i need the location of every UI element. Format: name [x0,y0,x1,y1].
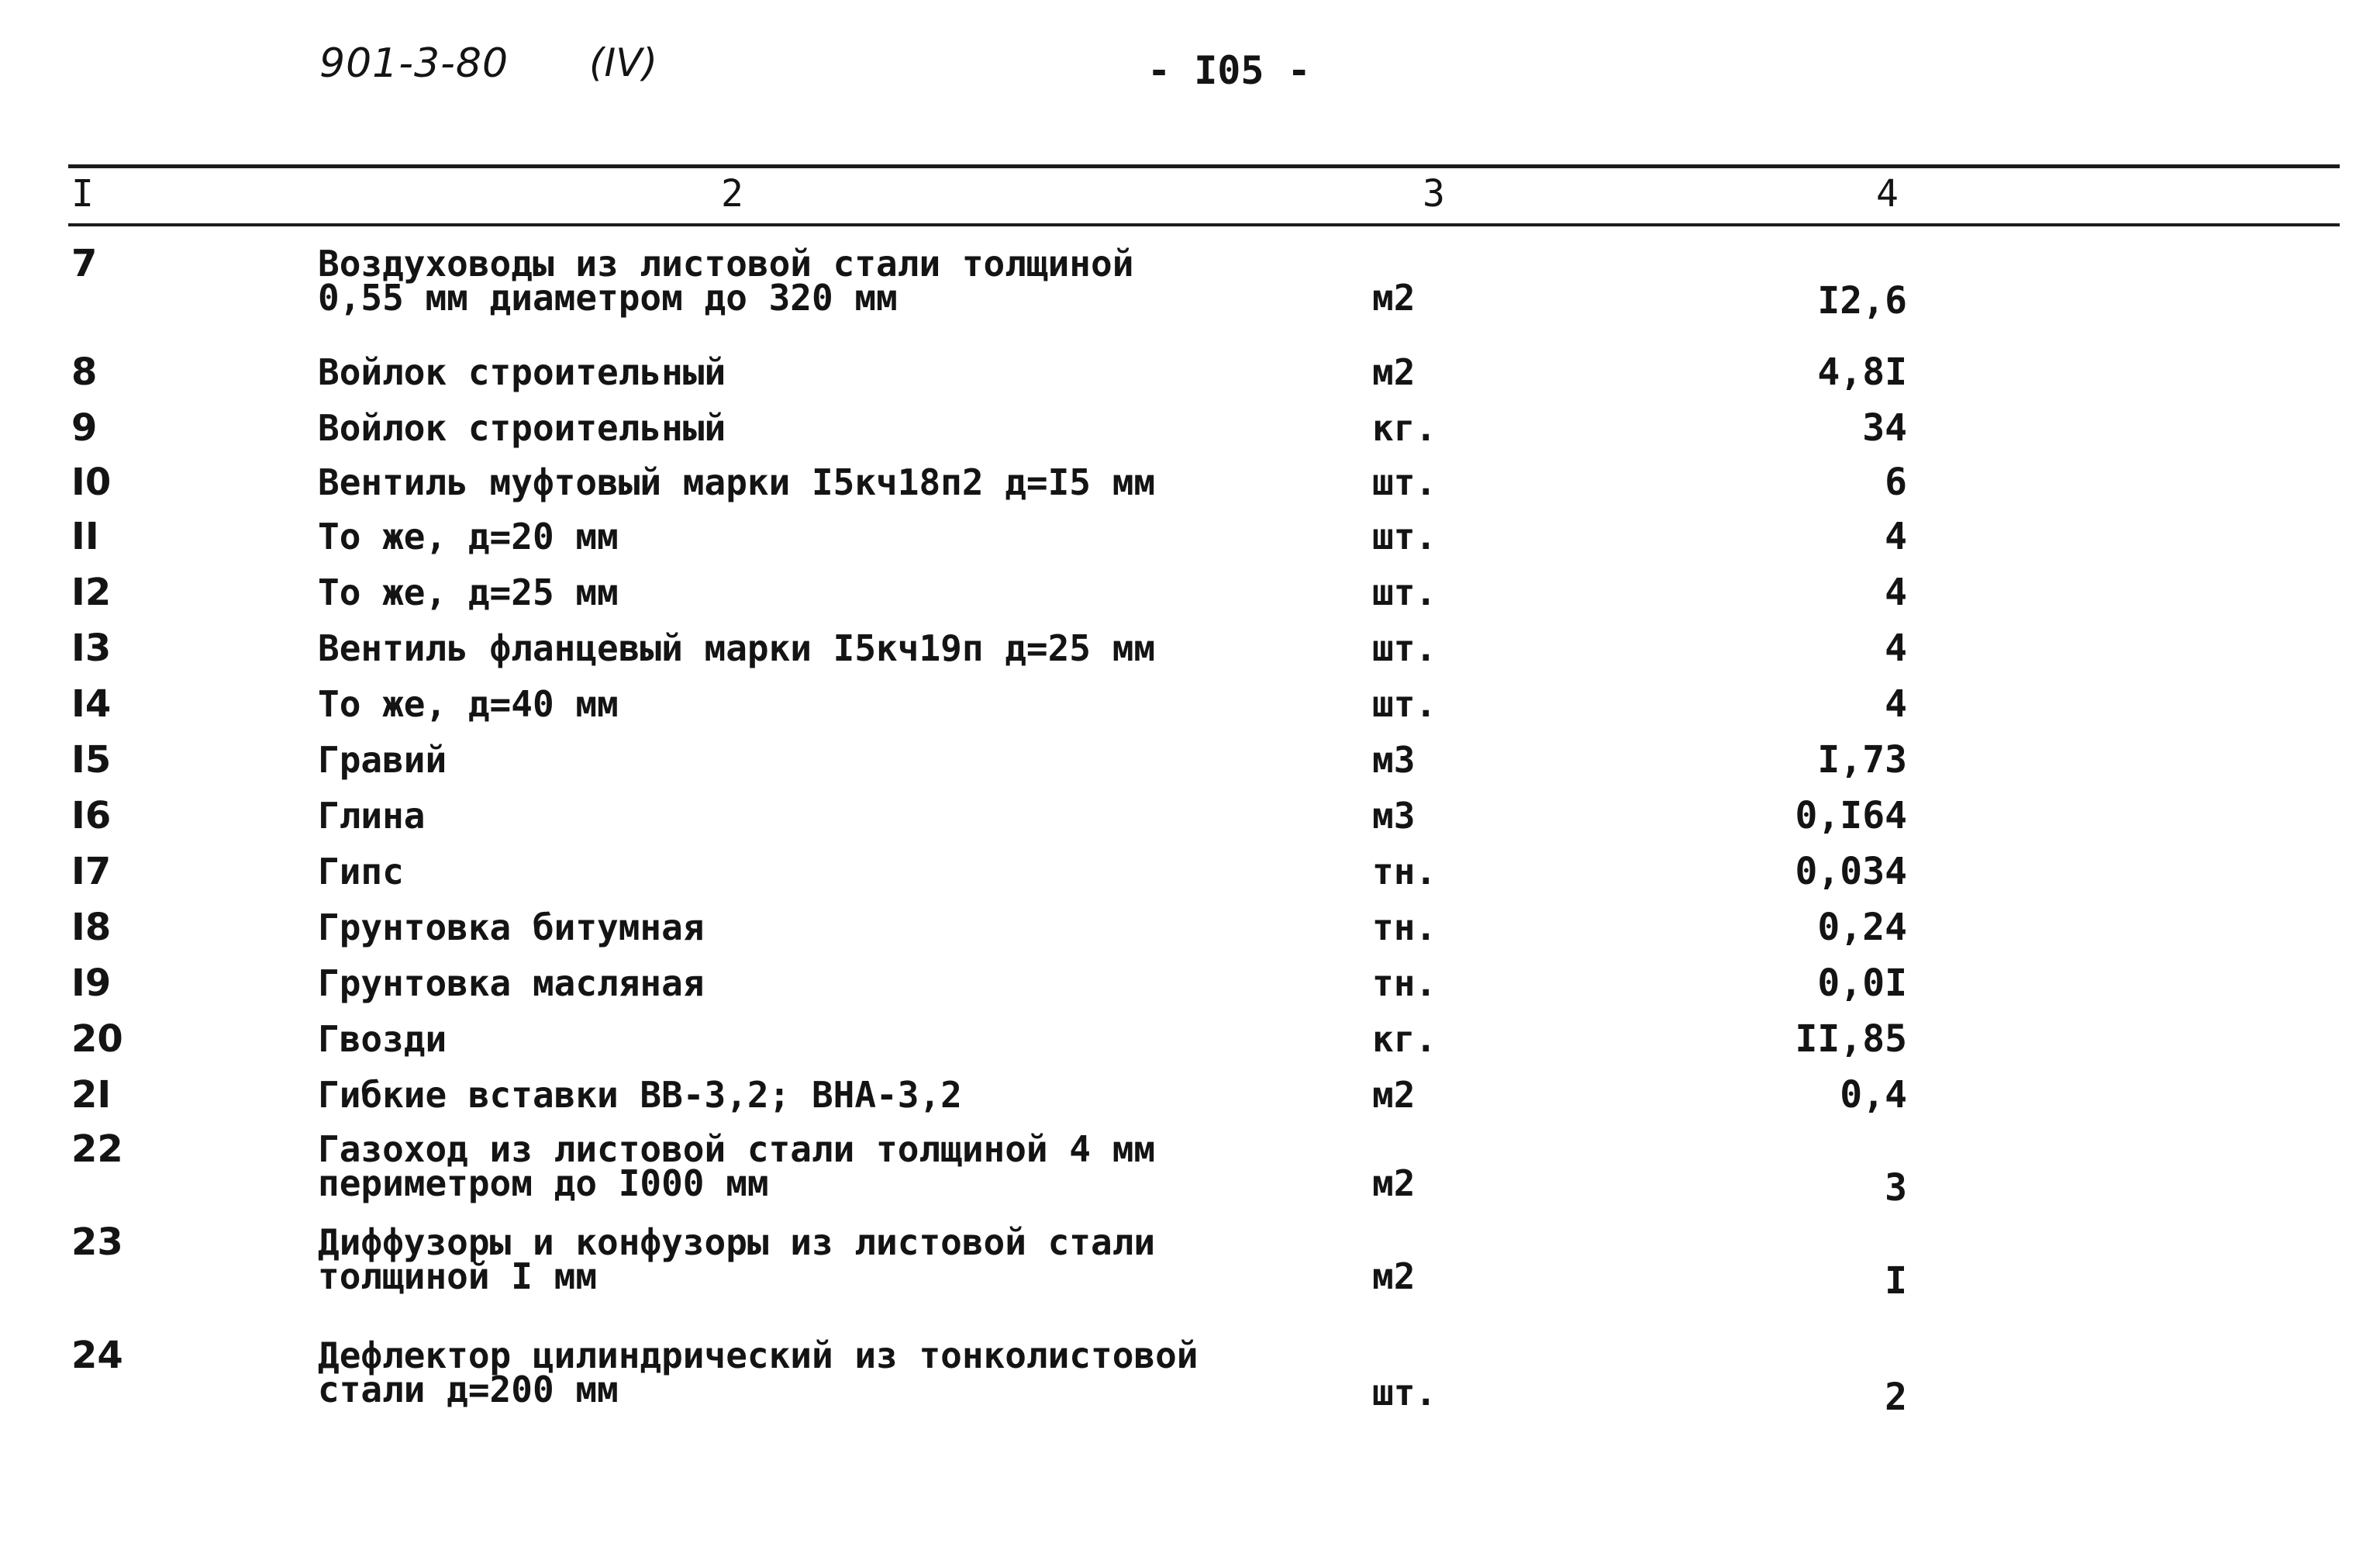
row-number: 24 [71,1334,123,1377]
item-unit: шт. [1372,683,1437,725]
item-name: Газоход из листовой стали толщиной 4 мм периметром до I000 мм [318,1128,1156,1204]
item-unit: тн. [1372,962,1437,1004]
row-number: 7 [71,242,98,285]
item-unit: м3 [1372,739,1416,781]
item-quantity: 2 [1885,1376,1907,1419]
row-number: I2 [71,571,112,614]
item-name: Глина [318,795,426,837]
item-unit: шт. [1372,571,1437,613]
item-unit: шт. [1372,461,1437,503]
item-name: Воздуховоды из листовой стали толщиной 0,55 мм диаметром до 320 мм [318,243,1134,319]
row-number: I9 [71,961,112,1005]
item-unit: м2 [1372,1162,1416,1204]
item-name: Дефлектор цилиндрический из тонколистовой стали д=200 мм [318,1334,1199,1410]
item-quantity: 4 [1885,682,1907,726]
row-number: I7 [71,850,112,893]
row-number: 2I [71,1073,112,1117]
item-unit: м3 [1372,795,1416,837]
table-top-rule [68,164,2340,168]
item-quantity: 0,034 [1795,850,1907,893]
item-name: Гравий [318,739,447,781]
item-unit: тн. [1372,851,1437,892]
item-name: Грунтовка масляная [318,962,705,1004]
item-name: Гвозди [318,1018,447,1060]
item-unit: кг. [1372,407,1437,449]
item-quantity: 4 [1885,571,1907,614]
item-quantity: 4,8I [1817,350,1907,394]
item-quantity: 0,4 [1840,1073,1907,1117]
item-unit: м2 [1372,1074,1416,1116]
item-unit: шт. [1372,1372,1437,1414]
item-unit: м2 [1372,1255,1416,1297]
row-number: 9 [71,406,98,450]
item-name: Гипс [318,851,404,892]
item-name: Вентиль муфтовый марки I5кч18п2 д=I5 мм [318,461,1156,503]
item-quantity: 4 [1885,515,1907,558]
item-quantity: 34 [1862,406,1907,450]
item-name: Вентиль фланцевый марки I5кч19п д=25 мм [318,627,1156,669]
item-name: Гибкие вставки ВВ-3,2; ВНА-3,2 [318,1074,962,1116]
item-unit: кг. [1372,1018,1437,1060]
row-number: 8 [71,350,98,394]
item-quantity: 3 [1885,1166,1907,1210]
row-number: I5 [71,738,112,782]
item-unit: шт. [1372,627,1437,669]
item-quantity: II,85 [1795,1017,1907,1061]
item-quantity: I [1885,1259,1907,1303]
item-quantity: I2,6 [1817,279,1907,323]
item-quantity: 0,I64 [1795,794,1907,837]
row-number: 23 [71,1220,123,1264]
column-header-4: 4 [1876,172,1899,216]
item-name: Грунтовка битумная [318,906,705,948]
item-name: Войлок строительный [318,351,726,393]
column-header-3: 3 [1423,172,1445,216]
row-number: 20 [71,1017,123,1061]
row-number: I6 [71,794,112,837]
item-quantity: 6 [1885,461,1907,504]
item-quantity: 0,0I [1817,961,1907,1005]
row-number: I3 [71,627,112,670]
item-name: То же, д=20 мм [318,516,619,558]
item-unit: шт. [1372,516,1437,558]
item-unit: м2 [1372,277,1416,319]
document-part: (IV) [589,40,657,85]
item-unit: тн. [1372,906,1437,948]
item-name: Войлок строительный [318,407,726,449]
document-code: 901-3-80 [319,40,509,87]
item-quantity: 0,24 [1817,906,1907,949]
item-name: То же, д=25 мм [318,571,619,613]
item-name: Диффузоры и конфузоры из листовой стали толщиной I мм [318,1221,1156,1297]
row-number: I0 [71,461,112,504]
row-number: II [71,515,99,558]
column-header-2: 2 [721,172,743,216]
row-number: 22 [71,1127,123,1171]
row-number: I8 [71,906,112,949]
table-header-rule [68,223,2340,226]
row-number: I4 [71,682,112,726]
page-number: - I05 - [1147,48,1311,93]
item-quantity: 4 [1885,627,1907,670]
column-header-1: I [71,172,94,216]
item-unit: м2 [1372,351,1416,393]
item-name: То же, д=40 мм [318,683,619,725]
item-quantity: I,73 [1817,738,1907,782]
